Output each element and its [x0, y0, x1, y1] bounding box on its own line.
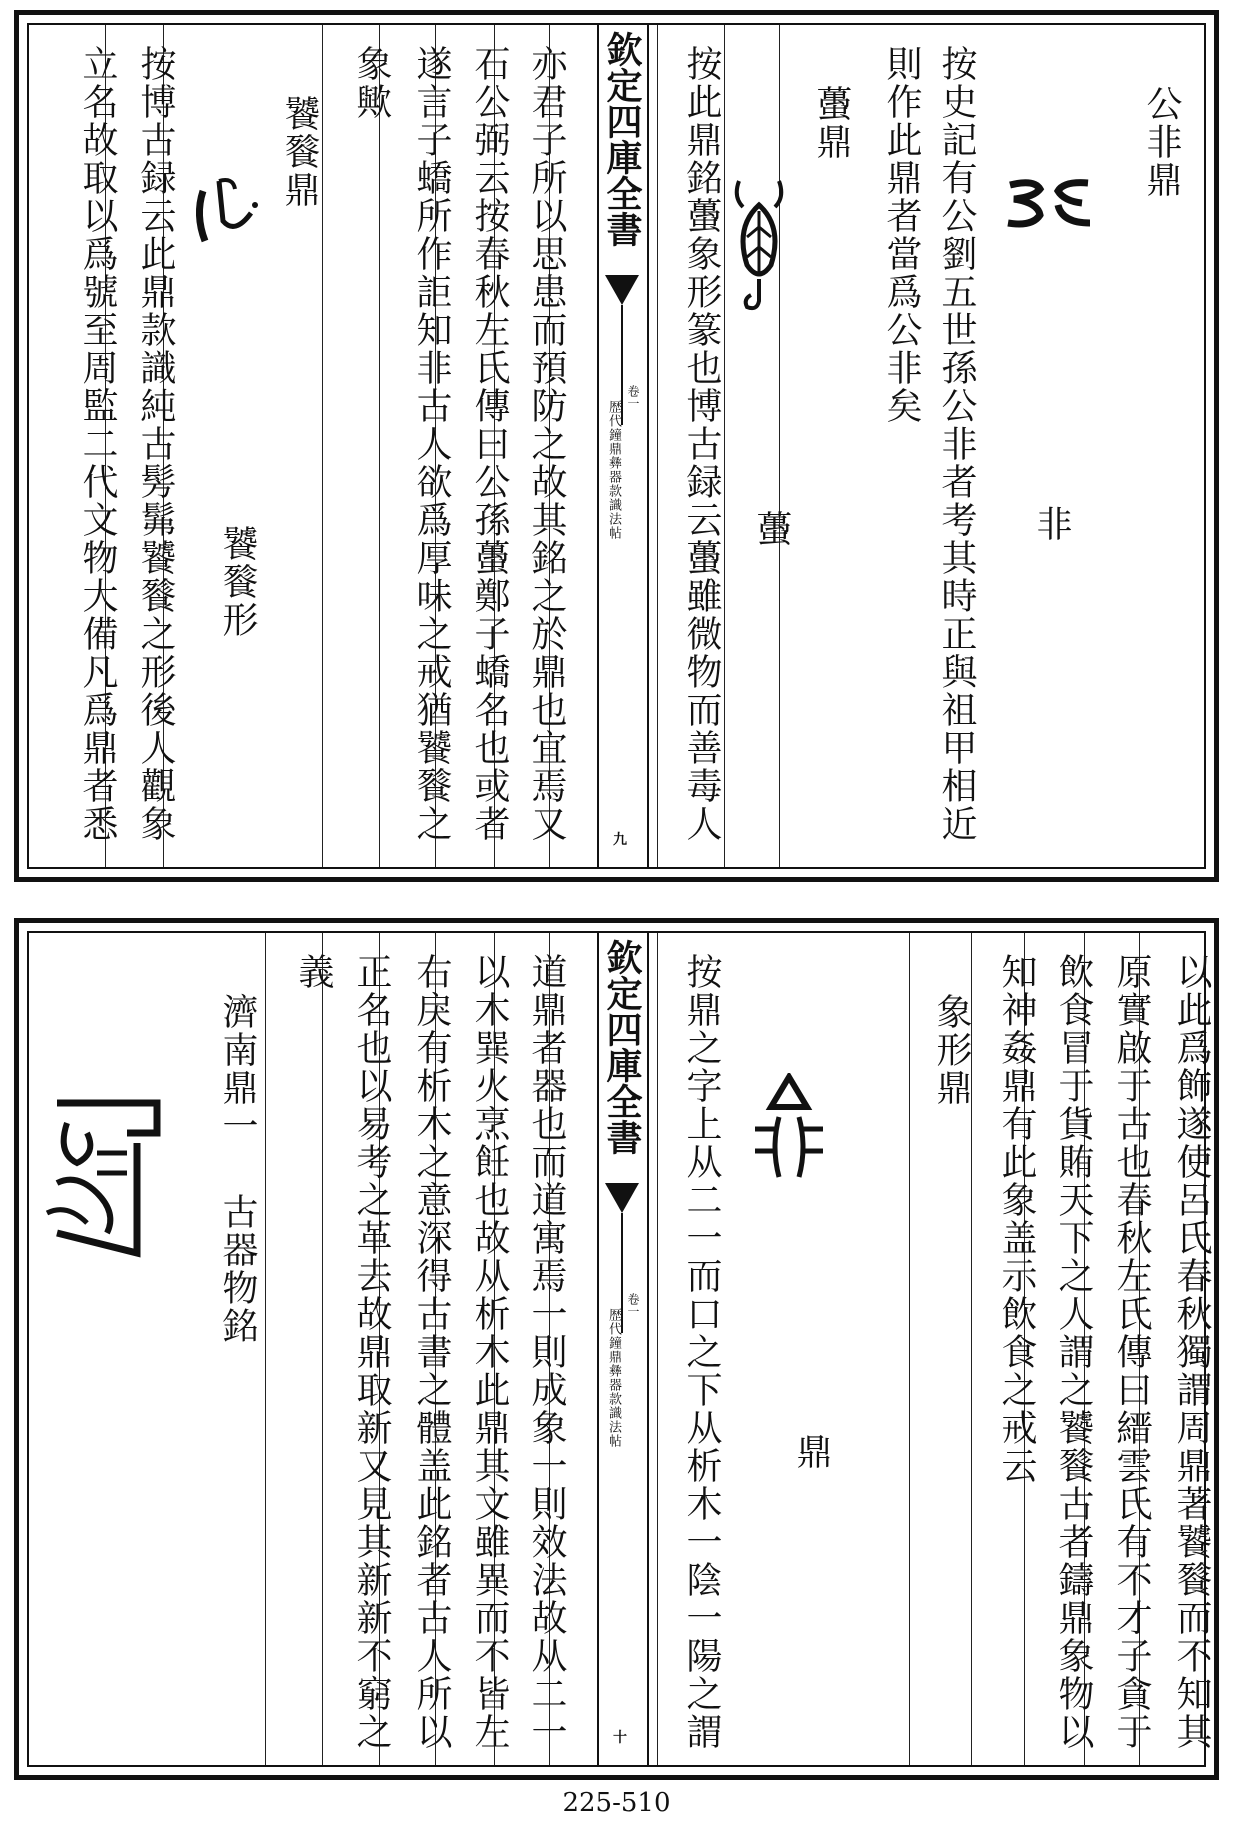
column-rule [322, 25, 323, 867]
book-title: 欽定四庫全書 [601, 31, 643, 247]
column-rule [657, 933, 658, 1765]
volume-number: 卷一 [626, 1293, 640, 1317]
column-rule [379, 25, 380, 867]
inscription-jinan-glyph [37, 1083, 177, 1263]
inscription-ding-glyph [749, 1073, 829, 1183]
column-rule [657, 25, 658, 867]
inscription-scorpion-glyph [729, 175, 789, 315]
inscription-transcription: 非 [1031, 505, 1072, 543]
column-rule [779, 25, 780, 867]
text-column: 知神姦鼎有此象盖示飲食之戒云 [996, 953, 1037, 1485]
inscription-transcription: 鼎 [791, 1433, 832, 1471]
folio-number: 十 [613, 1730, 627, 1746]
text-column: 按博古録云此鼎款識純古髣髴饕餮之形後人觀象 [135, 45, 176, 843]
book-title: 欽定四庫全書 [601, 939, 643, 1155]
book-subtitle: 歴代鐘鼎彝器款識法帖 [606, 400, 621, 540]
vessel-title: 濟南鼎一 [217, 993, 258, 1145]
text-column: 按史記有公劉五世孫公非者考其時正與祖甲相近 [936, 45, 977, 843]
text-column: 以木巽火烹飪也故从析木此鼎其文雖異而不皆左 [469, 953, 510, 1751]
column-rule [322, 933, 323, 1765]
text-column: 則作此鼎者當爲公非矣 [881, 45, 922, 425]
bottom-page-frame [27, 931, 1212, 1767]
top-page-frame [27, 23, 1206, 869]
column-rule [909, 933, 910, 1765]
text-column: 亦君子所以思患而預防之故其銘之於鼎也宜焉又 [526, 45, 567, 843]
top-page [14, 10, 1219, 882]
folio-number: 九 [613, 832, 627, 848]
column-rule [724, 25, 725, 867]
text-column: 按鼎之字上从二一而口之下从析木一陰一陽之謂 [681, 953, 722, 1751]
inscription-transcription: 饕餮形 [217, 525, 258, 639]
text-column: 正名也以易考之革去故鼎取新又見其新新不窮之 [351, 953, 392, 1751]
bottom-page [14, 918, 1219, 1780]
inscription-taotie-glyph [189, 175, 269, 255]
vessel-title: 饕餮鼎 [279, 95, 320, 209]
inscription-transcription: 蠆 [751, 510, 792, 548]
text-column: 遂言子蟜所作詎知非古人欲爲厚味之戒猶饕餮之 [411, 45, 452, 843]
page-number: 225-510 [562, 1788, 671, 1818]
text-column: 立名故取以爲號至周監二代文物大備凡爲鼎者悉 [77, 45, 118, 843]
text-column: 按此鼎銘蠆象形篆也博古録云蠆雖微物而善毒人 [681, 45, 722, 843]
text-column: 原實啟于古也春秋左氏傳曰縉雲氏有不才子貪于 [1111, 953, 1152, 1751]
text-column: 石公弼云按春秋左氏傳曰公孫蠆鄭子蟜名也或者 [469, 45, 510, 843]
text-column: 道鼎者器也而道寓焉一則成象一則效法故从二一 [526, 953, 567, 1751]
text-column: 義 [293, 953, 334, 991]
source-note: 古器物銘 [217, 1193, 258, 1345]
vessel-title: 蠆鼎 [811, 85, 852, 161]
vessel-title: 象形鼎 [931, 993, 972, 1107]
text-column: 右戾有析木之意深得古書之體盖此銘者古人所以 [411, 953, 452, 1751]
book-subtitle: 歴代鐘鼎彝器款識法帖 [606, 1308, 621, 1448]
text-column: 飲食冒于貨賄天下之人謂之饕餮古者鑄鼎象物以 [1053, 953, 1094, 1751]
text-column: 以此爲飾遂使呂氏春秋獨謂周鼎著饕餮而不知其 [1171, 953, 1212, 1751]
column-rule [265, 933, 266, 1765]
gutter-strip [597, 25, 649, 867]
volume-number: 卷一 [626, 385, 640, 409]
text-column: 象歟 [351, 45, 392, 121]
vessel-title: 公非鼎 [1141, 85, 1182, 199]
inscription-fei-glyph [1004, 175, 1094, 235]
gutter-strip [597, 933, 649, 1765]
